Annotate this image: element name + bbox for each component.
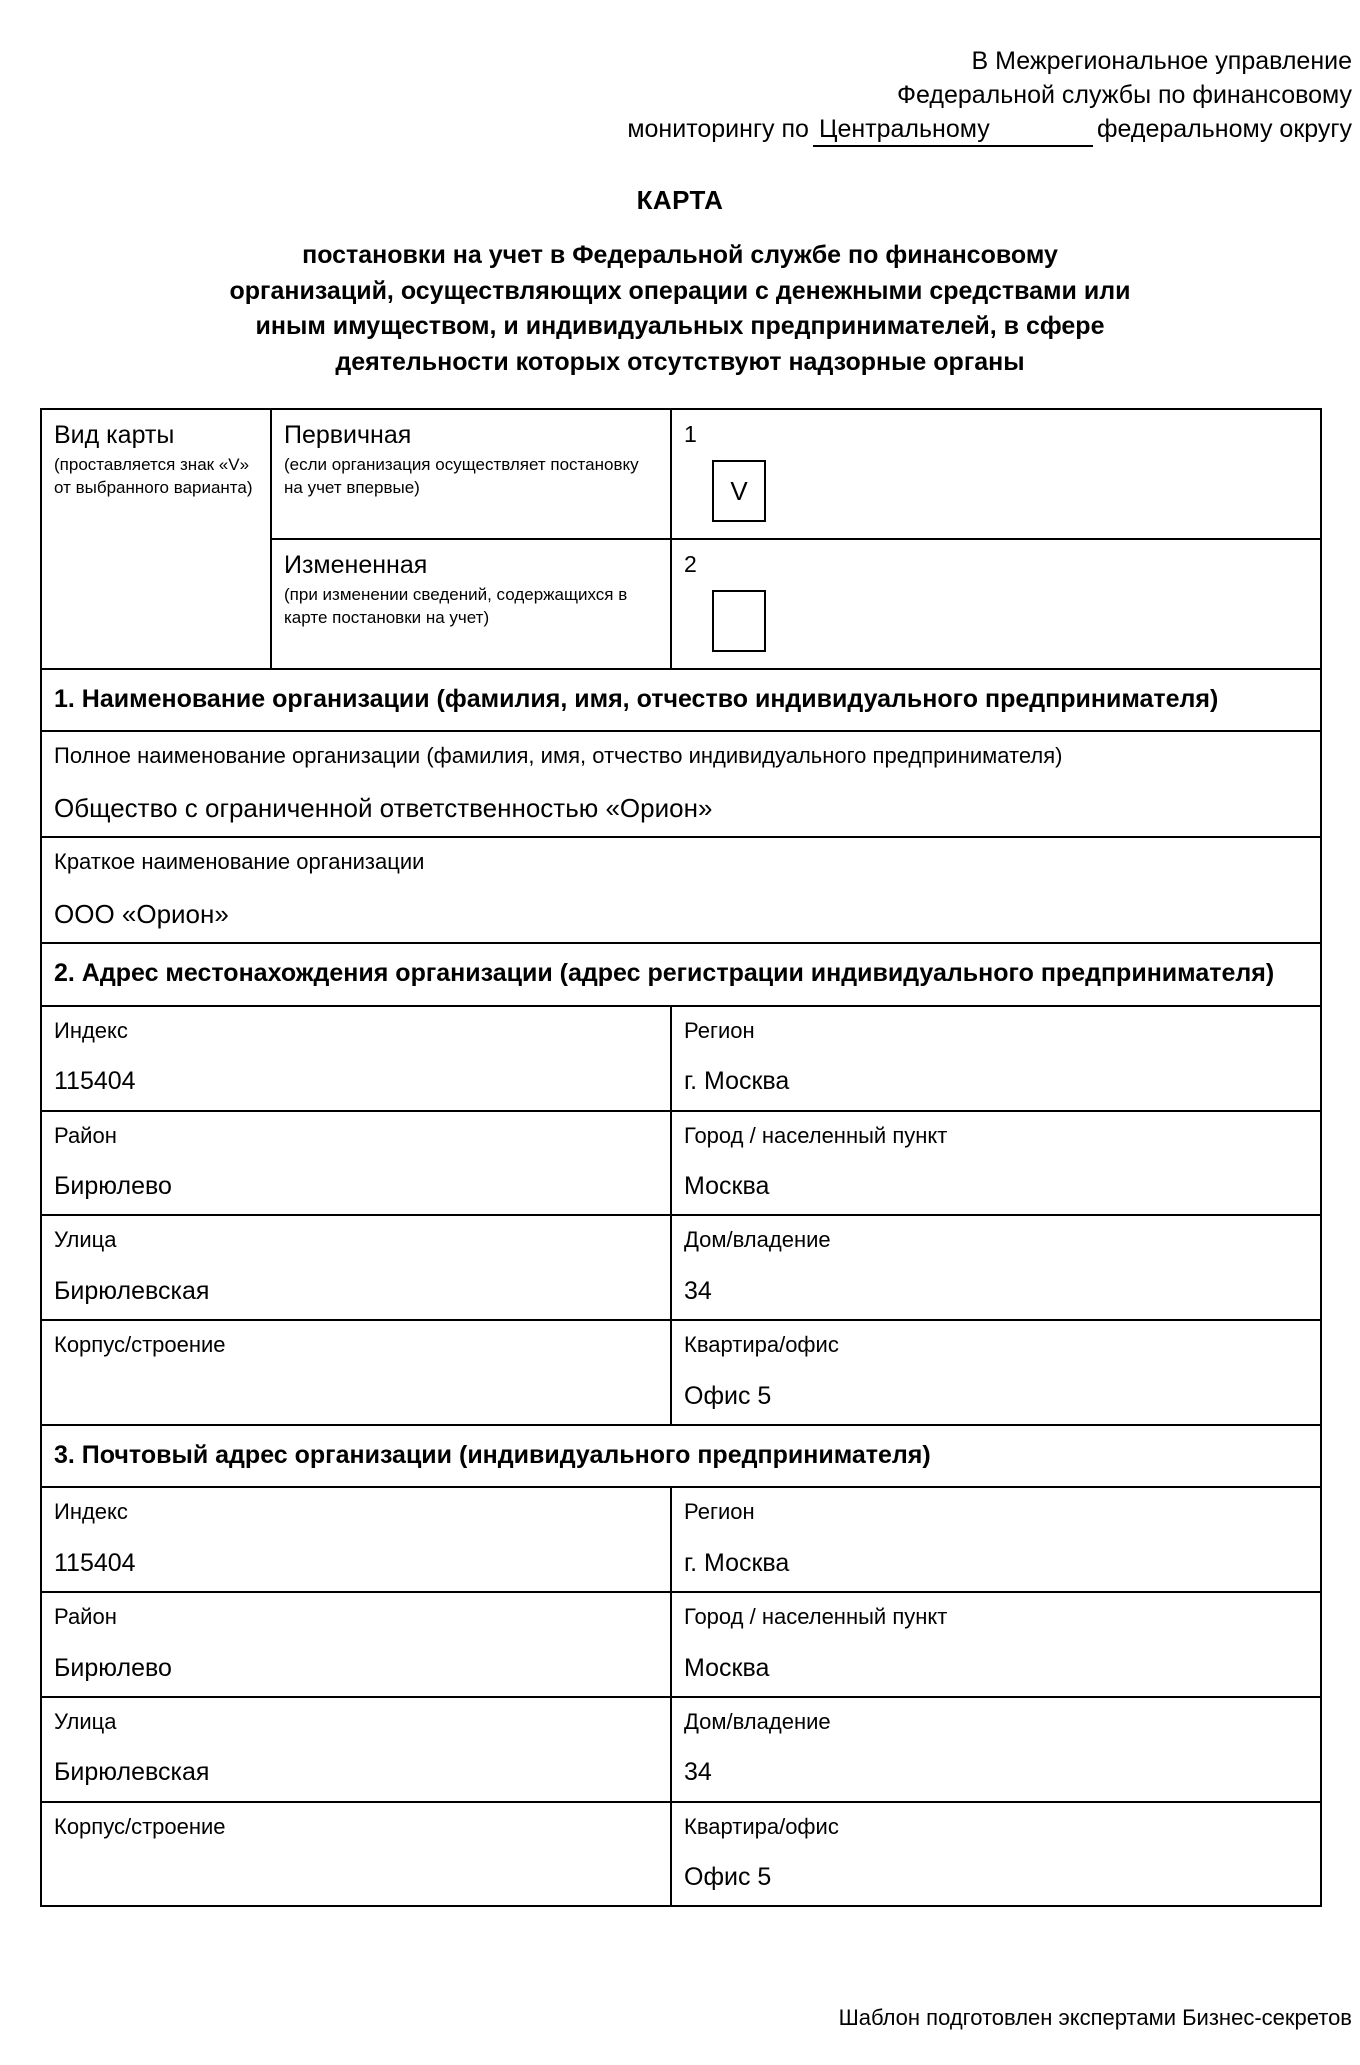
card-type-primary-note: (если организация осуществляет постановку на учет впервые) (284, 455, 639, 497)
card-type-changed-checkbox[interactable] (712, 590, 766, 652)
field-label: Квартира/офис (684, 1332, 839, 1358)
card-type-changed-check-cell (671, 539, 1321, 669)
field-label: Город / населенный пункт (684, 1122, 948, 1148)
footer-credit: Шаблон подготовлен экспертами Бизнес-секретов (838, 2005, 1352, 2030)
field-label: Дом/владение (684, 1227, 831, 1253)
full-name-row (41, 731, 1321, 837)
field-label: Индекс (54, 1017, 128, 1043)
addressee-block (0, 0, 1360, 147)
field-label: Улица (54, 1708, 117, 1734)
field-label: Индекс (54, 1499, 128, 1525)
addressee-line-2: Федеральной службы по финансовому (897, 81, 1352, 109)
field-value[interactable]: 34 (684, 1276, 712, 1305)
field-value[interactable] (54, 1381, 658, 1411)
short-name-label: Краткое наименование организации (54, 849, 425, 875)
address-cell (41, 1592, 671, 1697)
table-row (41, 1111, 1321, 1216)
field-value[interactable]: 115404 (54, 1548, 136, 1577)
address-cell (671, 1320, 1321, 1425)
subtitle-line-2: организаций, осуществляющих операции с денежными средствами или (229, 276, 1131, 305)
field-value[interactable]: 34 (684, 1758, 712, 1787)
section-1-heading: 1. Наименование организации (фамилия, имя, отчество индивидуального предпринимателя) (41, 669, 1321, 732)
field-label: Регион (684, 1017, 755, 1043)
short-name-cell (41, 837, 1321, 943)
field-value[interactable]: Бирюлево (54, 1653, 172, 1682)
card-type-label-cell (41, 409, 271, 669)
full-name-cell (41, 731, 1321, 837)
addressee-line-3 (0, 112, 1352, 147)
field-value[interactable]: Бирюлевская (54, 1758, 210, 1787)
field-value[interactable]: Бирюлевская (54, 1276, 210, 1305)
section-1-heading-row (41, 669, 1321, 732)
address-cell (671, 1487, 1321, 1592)
addressee-line-3-suffix: федеральному округу (1096, 115, 1352, 143)
address-cell (671, 1592, 1321, 1697)
address-cell (671, 1006, 1321, 1111)
card-type-note: (проставляется знак «V» от выбранного варианта) (54, 455, 253, 497)
field-value[interactable]: Офис 5 (684, 1381, 772, 1410)
table-row (41, 1487, 1321, 1592)
field-label: Дом/владение (684, 1708, 831, 1734)
address-cell (41, 1006, 671, 1111)
address-cell (671, 1697, 1321, 1802)
card-type-primary-check-cell (671, 409, 1321, 539)
card-type-primary-checkbox[interactable] (712, 460, 766, 522)
table-row (41, 1215, 1321, 1320)
card-type-row-primary (41, 409, 1321, 539)
table-row (41, 1592, 1321, 1697)
field-label: Корпус/строение (54, 1813, 226, 1839)
field-label: Квартира/офис (684, 1813, 839, 1839)
field-value[interactable]: Москва (684, 1653, 770, 1682)
address-cell (41, 1487, 671, 1592)
table-row (41, 1006, 1321, 1111)
field-value[interactable]: Офис 5 (684, 1863, 772, 1892)
card-type-primary-name: Первичная (284, 421, 412, 449)
document-subtitle (90, 238, 1270, 380)
field-label: Корпус/строение (54, 1332, 226, 1358)
subtitle-line-4: деятельности которых отсутствуют надзорные органы (335, 347, 1025, 376)
field-label: Район (54, 1122, 117, 1148)
subtitle-line-3: иным имуществом, и индивидуальных предпринимателей, в сфере (255, 312, 1105, 340)
section-2-heading-row (41, 943, 1321, 1006)
card-type-changed-cell (271, 539, 671, 669)
address-cell (41, 1215, 671, 1320)
field-value[interactable]: г. Москва (684, 1548, 790, 1577)
section-3-heading: 3. Почтовый адрес организации (индивидуального предпринимателя) (41, 1425, 1321, 1488)
card-type-primary-number: 1 (684, 421, 697, 447)
card-type-primary-mark: V (730, 475, 748, 506)
registration-card-table (40, 408, 1322, 1907)
field-label: Улица (54, 1227, 117, 1253)
field-label: Район (54, 1604, 117, 1630)
field-label: Регион (684, 1499, 755, 1525)
table-row (41, 1802, 1321, 1907)
addressee-line-3-prefix: мониторингу по (627, 115, 809, 143)
card-type-changed-name: Измененная (284, 550, 428, 579)
table-row (41, 1697, 1321, 1802)
document-title: КАРТА (636, 185, 724, 215)
field-label: Город / населенный пункт (684, 1604, 948, 1630)
field-value[interactable]: Бирюлево (54, 1172, 172, 1201)
address-cell (41, 1697, 671, 1802)
field-value[interactable]: Москва (684, 1172, 770, 1201)
address-cell (671, 1215, 1321, 1320)
addressee-line-1: В Межрегиональное управление (971, 47, 1352, 75)
address-cell (671, 1802, 1321, 1907)
field-value[interactable] (54, 1862, 658, 1892)
short-name-row (41, 837, 1321, 943)
card-type-changed-number: 2 (684, 550, 697, 577)
address-cell (41, 1111, 671, 1216)
table-row (41, 1320, 1321, 1425)
field-value[interactable]: 115404 (54, 1067, 136, 1096)
card-type-primary-cell (271, 409, 671, 539)
address-cell (41, 1320, 671, 1425)
section-2-heading: 2. Адрес местонахождения организации (адрес регистрации индивидуального предпринимателя) (41, 943, 1321, 1006)
card-type-changed-note: (при изменении сведений, содержащихся в карте постановки на учет) (284, 585, 628, 627)
subtitle-line-1: постановки на учет в Федеральной службе по финансовому (302, 241, 1058, 269)
federal-district-field[interactable]: Центральному (813, 114, 1093, 147)
field-value[interactable]: г. Москва (684, 1067, 790, 1096)
address-cell (671, 1111, 1321, 1216)
section-3-heading-row (41, 1425, 1321, 1488)
full-name-value[interactable]: Общество с ограниченной ответственностью «Орион» (54, 792, 713, 823)
full-name-label: Полное наименование организации (фамилия, имя, отчество индивидуального предпринимателя) (54, 743, 1063, 769)
address-cell (41, 1802, 671, 1907)
short-name-value[interactable]: ООО «Орион» (54, 898, 229, 929)
card-type-label: Вид карты (54, 421, 175, 449)
